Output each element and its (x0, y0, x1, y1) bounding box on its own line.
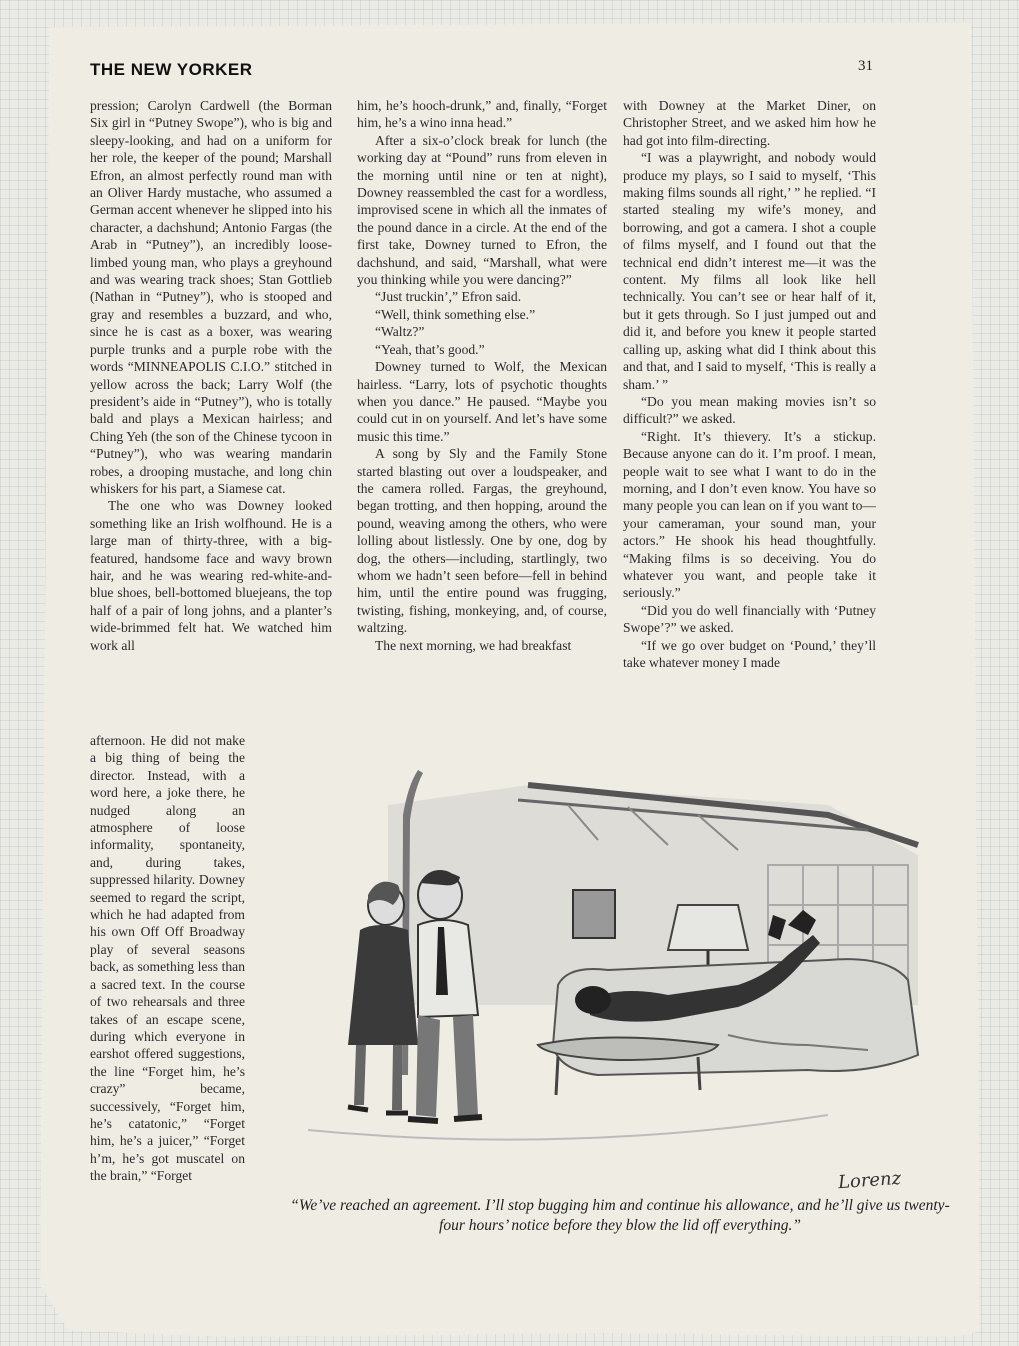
page-number: 31 (858, 58, 873, 74)
col3-paragraph-3: “Do you mean making movies isn’t so difficult?” we asked. (623, 393, 876, 427)
column-2 (357, 97, 607, 654)
col2-paragraph-6: “Yeah, that’s good.” (375, 341, 485, 357)
col3-paragraph-2: “I was a playwright, and nobody would produce my plays, so I said to myself, ‘This making films sounds all right,’ ” he replied. “I started stealing my wife’s money, and borrowing, and got a camera. I shot a couple of films myself, and I found out that the technical end didn’t interest me—it was the content. My films all look like hell technically. You can’t see or hear half of it, but it gets through. So I just jumped out and did it, and before you knew it people started calling up, asking what did I think about this and that, and I said to myself, ‘This is really a sham.’ ” (623, 150, 876, 392)
column-1 (90, 97, 332, 654)
col2-paragraph-8: A song by Sly and the Family Stone started blasting out over a loudspeaker, and the camera rolled. Fargas, the greyhound, began trotting, and then hopping, around the pound, weaving among the others, who were lolling about listlessly. One by one, dog by dog, the others—including, startlingly, two whom we hadn’t seen before—fell in behind him, until the entire pound was frugging, twisting, fishing, monkeying, and, of course, waltzing. (357, 446, 607, 636)
col2-paragraph-1: him, he’s hooch-drunk,” and, finally, “Forget him, he’s a wino inna head.” (357, 98, 607, 131)
cartoon-caption: “We’ve reached an agreement. I’ll stop bugging him and continue his allowance, and he’ll give us twenty-four hours’ notice before they blow the lid off everything.” (290, 1197, 950, 1234)
column-1-narrow (90, 732, 245, 1185)
col2-paragraph-2: After a six-o’clock break for lunch (the working day at “Pound” runs from eleven in the morning until nine or ten at night), Downey reassembled the cast for a wordless, improvised scene in which all the inmates of the pound dance in a circle. At the end of the first take, Downey turned to Efron, the dachshund, and said, “Marshall, what were you thinking while you were dancing?” (357, 132, 607, 288)
column-3 (623, 97, 876, 671)
masthead: THE NEW YORKER (90, 60, 253, 79)
col2-paragraph-9: The next morning, we had breakfast (375, 637, 572, 653)
col3-paragraph-6: “If we go over budget on ‘Pound,’ they’ll take whatever money I made (623, 637, 876, 670)
col2-paragraph-7: Downey turned to Wolf, the Mexican hairless. “Larry, lots of psychotic thoughts when you dance.” He paused. “Maybe you could cut in on yourself. And let’s have some music this time.” (357, 359, 607, 444)
col3-paragraph-4: “Right. It’s thievery. It’s a stickup. Because anyone can do it. I’m proof. I mean, people wait to see what I want to do in the morning, and I don’t even know. You have so many people you can lean on if you want to—your cameraman, your sound man, your actors.” He shook his head thoughtfully. “Making films is so deceiving. You do whatever you want, and people take it seriously.” (623, 428, 876, 601)
col1-paragraph-2: The one who was Downey looked something like an Irish wolfhound. He is a large man of thirty-three, with a big-featured, handsome face and wavy brown hair, and he was wearing red-white-and-blue shoes, bell-bottomed bluejeans, the top half of a pair of long johns, and a planter’s wide-brimmed felt hat. We watched him work all (90, 498, 332, 653)
cartoon-signature: Lorenz (837, 1167, 902, 1194)
col2-paragraph-5: “Waltz?” (375, 324, 425, 340)
col1-narrow-paragraph: afternoon. He did not make a big thing of being the director. Instead, with a word here, a joke there, he nudged along an atmosphere of loose informality, spontaneity, and, during takes, suppressed hilarity. Downey seemed to regard the script, which he had adapted from his own Off Off Broadway play of several seasons back, as something less than a sacred text. In the course of two rehearsals and three takes of an escape scene, during which everyone in earshot offered suggestions, the line “Forget him, he’s crazy” became, successively, “Forget him, he’s catatonic,” “Forget him, he’s a juicer,” “Forget h’m, he’s got muscatel on the brain,” “Forget (90, 733, 245, 1184)
col3-paragraph-5: “Did you do well financially with ‘Putney Swope’?” we asked. (623, 602, 876, 636)
col2-paragraph-4: “Well, think something else.” (375, 306, 536, 322)
col1-paragraph-1: pression; Carolyn Cardwell (the Borman Six girl in “Putney Swope”), who is big and sleepy-looking, and had on a uniform for her role, the keeper of the pound; Marshall Efron, an almost perfectly round man with an Oliver Hardy mustache, who assumed a German accent whenever he slipped into his character, a dachshund; Antonio Fargas (the Arab in “Putney”), an incredibly loose-limbed young man, who plays a greyhound and was wearing track shoes; Stan Gottlieb (Nathan in “Putney”), who is stooped and gray and resembles a buzzard, and who, since he is cast as a boxer, was wearing purple trunks and a purple robe with the words “MINNEAPOLIS C.I.O.” stitched in yellow across the back; Larry Wolf (the president’s aide in “Putney”), who is totally bald and plays a Mexican hairless; and Ching Yeh (the son of the Chinese tycoon in “Putney”), who was wearing mandarin robes, a drooping mustache, and long chin whiskers for his part, a Siamese cat. (90, 98, 332, 496)
col2-paragraph-3: “Just truckin’,” Efron said. (375, 289, 522, 305)
col3-paragraph-1: with Downey at the Market Diner, on Christopher Street, and we asked him how he had got into film-directing. (623, 98, 876, 148)
cartoon-illustration (268, 745, 980, 1195)
